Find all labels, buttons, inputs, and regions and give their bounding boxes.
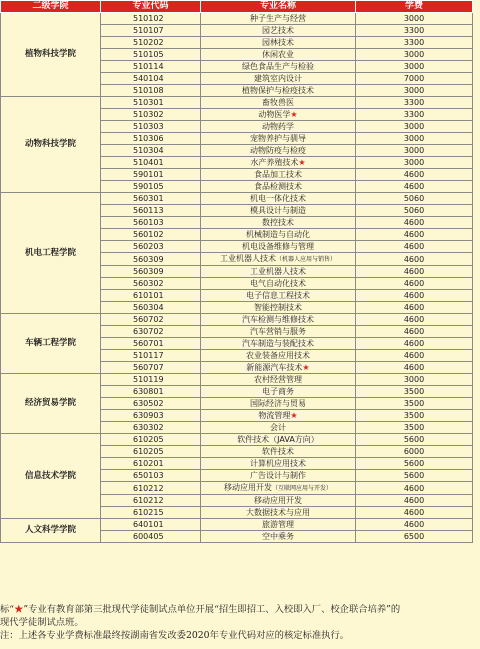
fee-cell: 4600 [356,229,473,241]
fee-cell: 3500 [356,386,473,398]
major-name: 宠物养护与驯导 [250,134,306,143]
fee-cell: 4600 [356,338,473,350]
fee-cell: 7000 [356,73,473,85]
fee-cell: 4600 [356,482,473,495]
major-name: 动物防疫与检疫 [250,146,306,155]
star-icon: ★ [302,363,310,372]
major-name: 工业机器人技术 [250,267,306,276]
fee-cell: 3500 [356,410,473,422]
fee-cell: 3500 [356,398,473,410]
name-cell [201,25,356,37]
name-cell [201,37,356,49]
name-cell [201,217,356,229]
name-cell [201,290,356,302]
fee-cell: 3300 [356,37,473,49]
fee-cell: 4600 [356,290,473,302]
fee-cell: 3000 [356,13,473,25]
code-cell: 610205 [101,434,201,446]
fee-cell: 5600 [356,434,473,446]
major-name: 工业机器人技术 [219,254,276,263]
code-cell: 510302 [101,109,201,121]
major-name: 电子商务 [262,387,294,396]
major-name: 水产养殖技术 [250,158,299,167]
code-cell: 510202 [101,37,201,49]
code-cell: 510306 [101,133,201,145]
fee-cell: 3000 [356,85,473,97]
fee-cell: 4600 [356,181,473,193]
name-cell [201,133,356,145]
dept-cell: 植物科技学院 [1,13,101,97]
name-cell [201,519,356,531]
code-cell: 560707 [101,362,201,374]
major-name: 汽车检测与维修技术 [242,315,314,324]
name-cell [201,97,356,109]
note-line-2: 现代学徒制试点班。 [0,617,84,628]
note-text: ”专业有教育部第三批现代学徒制试点单位开展“招生即招工、入校即入厂、校企联合培养”的 [23,604,401,615]
name-cell [201,386,356,398]
code-cell: 640101 [101,519,201,531]
fee-cell: 5060 [356,193,473,205]
note-line-1 [0,603,480,616]
fee-cell: 4600 [356,350,473,362]
code-cell: 650103 [101,470,201,482]
code-cell: 610205 [101,446,201,458]
code-cell: 510105 [101,49,201,61]
name-cell [201,398,356,410]
major-name: 计算机应用技术 [250,459,306,468]
code-cell: 510304 [101,145,201,157]
note-star-icon: ★ [14,604,24,615]
table-row [1,314,473,326]
table-row [1,519,473,531]
code-cell: 590105 [101,181,201,193]
star-icon: ★ [290,411,298,420]
dept-cell: 信息技术学院 [1,434,101,519]
major-name: 农村经营管理 [254,375,302,384]
code-cell: 510114 [101,61,201,73]
code-cell: 590101 [101,169,201,181]
dept-cell: 动物科技学院 [1,97,101,193]
name-cell [201,121,356,133]
name-cell [201,266,356,278]
dept-cell: 人文科学学院 [1,519,101,543]
fee-cell: 3300 [356,97,473,109]
code-cell: 630302 [101,422,201,434]
fee-cell: 3000 [356,49,473,61]
name-cell [201,434,356,446]
major-name: 国际经济与贸易 [250,399,306,408]
major-name: 机电一体化技术 [250,194,306,203]
name-cell [201,314,356,326]
name-cell [201,61,356,73]
code-cell: 560113 [101,205,201,217]
fee-cell: 3000 [356,145,473,157]
name-cell [201,410,356,422]
major-name: 建筑室内设计 [254,74,302,83]
code-cell: 540104 [101,73,201,85]
table-header [1,1,473,13]
fee-cell: 5600 [356,470,473,482]
table-body [1,13,473,543]
table-row [1,13,473,25]
major-name: 园林技术 [262,38,294,47]
name-cell [201,253,356,266]
code-cell: 510107 [101,25,201,37]
major-name: 动物医学 [258,110,291,119]
major-name: 休闲农业 [262,50,294,59]
fee-cell: 4600 [356,326,473,338]
fee-cell: 4600 [356,314,473,326]
name-cell [201,362,356,374]
header-code: 专业代码 [101,1,201,13]
name-cell [201,109,356,121]
code-cell: 560701 [101,338,201,350]
name-cell [201,205,356,217]
name-cell [201,338,356,350]
name-cell [201,145,356,157]
name-cell [201,169,356,181]
code-cell: 560103 [101,217,201,229]
code-cell: 560702 [101,314,201,326]
fee-cell: 3000 [356,133,473,145]
table-row [1,193,473,205]
fee-cell: 3300 [356,25,473,37]
code-cell: 510401 [101,157,201,169]
name-cell [201,278,356,290]
major-name: 空中乘务 [262,532,294,541]
star-icon: ★ [290,110,298,119]
code-cell: 560203 [101,241,201,253]
fee-cell: 3000 [356,374,473,386]
major-subtitle: （机器人应用与销售） [275,256,336,263]
fee-cell: 4600 [356,507,473,519]
name-cell [201,73,356,85]
major-name: 机械制造与自动化 [246,230,310,239]
major-name: 农业装备应用技术 [246,351,310,360]
code-cell: 600405 [101,531,201,543]
code-cell: 560304 [101,302,201,314]
major-subtitle: （互联网应用与开发） [271,485,332,492]
fee-cell: 4600 [356,241,473,253]
major-name: 动物药学 [262,122,294,131]
code-cell: 560309 [101,253,201,266]
code-cell: 510303 [101,121,201,133]
major-name: 模具设计与制造 [250,206,306,215]
name-cell [201,85,356,97]
major-name: 食品检测技术 [254,182,302,191]
major-name: 电子信息工程技术 [246,291,310,300]
fee-cell: 3300 [356,109,473,121]
code-cell: 560302 [101,278,201,290]
fee-cell: 6000 [356,446,473,458]
code-cell: 610201 [101,458,201,470]
fee-cell: 4600 [356,362,473,374]
name-cell [201,470,356,482]
major-name: 智能控制技术 [254,303,302,312]
code-cell: 510108 [101,85,201,97]
name-cell [201,507,356,519]
major-name: 园艺技术 [262,26,294,35]
name-cell [201,181,356,193]
fee-cell: 4600 [356,169,473,181]
fee-cell: 6500 [356,531,473,543]
code-cell: 610101 [101,290,201,302]
major-name: 大数据技术与应用 [246,508,310,517]
table-row [1,97,473,109]
code-cell: 610215 [101,507,201,519]
footnotes [0,603,480,642]
star-icon: ★ [298,158,306,167]
code-cell: 610212 [101,482,201,495]
note-prefix: 标“ [0,604,15,615]
major-name: 食品加工技术 [254,170,302,179]
name-cell [201,326,356,338]
code-cell: 560309 [101,266,201,278]
name-cell [201,422,356,434]
name-cell [201,350,356,362]
fee-cell: 4600 [356,302,473,314]
fee-cell: 4600 [356,278,473,290]
name-cell [201,193,356,205]
name-cell [201,482,356,495]
name-cell [201,157,356,169]
code-cell: 510301 [101,97,201,109]
name-cell [201,374,356,386]
major-name: 旅游管理 [262,520,294,529]
name-cell [201,241,356,253]
fee-cell: 4600 [356,217,473,229]
fee-cell: 3000 [356,121,473,133]
name-cell [201,229,356,241]
table-row [1,434,473,446]
name-cell [201,302,356,314]
name-cell [201,446,356,458]
major-name: 电气自动化技术 [250,279,306,288]
major-name: 软件技术（JAVA方向） [237,435,319,444]
name-cell [201,13,356,25]
header-fee: 学费 [356,1,473,13]
major-name: 畜牧兽医 [262,98,294,107]
major-name: 会计 [270,423,286,432]
code-cell: 510102 [101,13,201,25]
name-cell [201,531,356,543]
major-name: 新能源汽车技术 [246,363,303,372]
major-name: 机电设备维修与管理 [242,242,314,251]
code-cell: 610212 [101,495,201,507]
major-name: 移动应用开发 [254,496,302,505]
major-name: 汽车营销与服务 [250,327,306,336]
major-name: 绿色食品生产与检验 [242,62,314,71]
fee-cell: 5060 [356,205,473,217]
code-cell: 560102 [101,229,201,241]
code-cell: 630702 [101,326,201,338]
header-dept: 二级学院 [1,1,101,13]
fee-cell: 4600 [356,519,473,531]
note-line-3: 注：上述各专业学费标准最终按湖南省发改委2020年专业代码对应的核定标准执行。 [0,630,350,641]
name-cell [201,49,356,61]
major-name: 汽车制造与装配技术 [242,339,314,348]
fee-cell: 5600 [356,458,473,470]
fee-cell: 4600 [356,253,473,266]
header-name: 专业名称 [201,1,356,13]
code-cell: 630801 [101,386,201,398]
name-cell [201,458,356,470]
major-name: 广告设计与制作 [250,471,306,480]
code-cell: 630903 [101,410,201,422]
fee-cell: 3500 [356,422,473,434]
fee-cell: 4600 [356,495,473,507]
major-name: 数控技术 [262,218,294,227]
major-name: 植物保护与检疫技术 [242,86,314,95]
code-cell: 510117 [101,350,201,362]
major-name: 移动应用开发 [223,483,272,492]
major-name: 种子生产与经营 [250,14,306,23]
code-cell: 560301 [101,193,201,205]
dept-cell: 车辆工程学院 [1,314,101,374]
major-name: 软件技术 [262,447,294,456]
name-cell [201,495,356,507]
code-cell: 510119 [101,374,201,386]
fee-cell: 3000 [356,157,473,169]
code-cell: 630502 [101,398,201,410]
major-name: 物流管理 [258,411,291,420]
table-row [1,374,473,386]
dept-cell: 机电工程学院 [1,193,101,314]
dept-cell: 经济贸易学院 [1,374,101,434]
fee-cell: 3000 [356,61,473,73]
fee-cell: 4600 [356,266,473,278]
